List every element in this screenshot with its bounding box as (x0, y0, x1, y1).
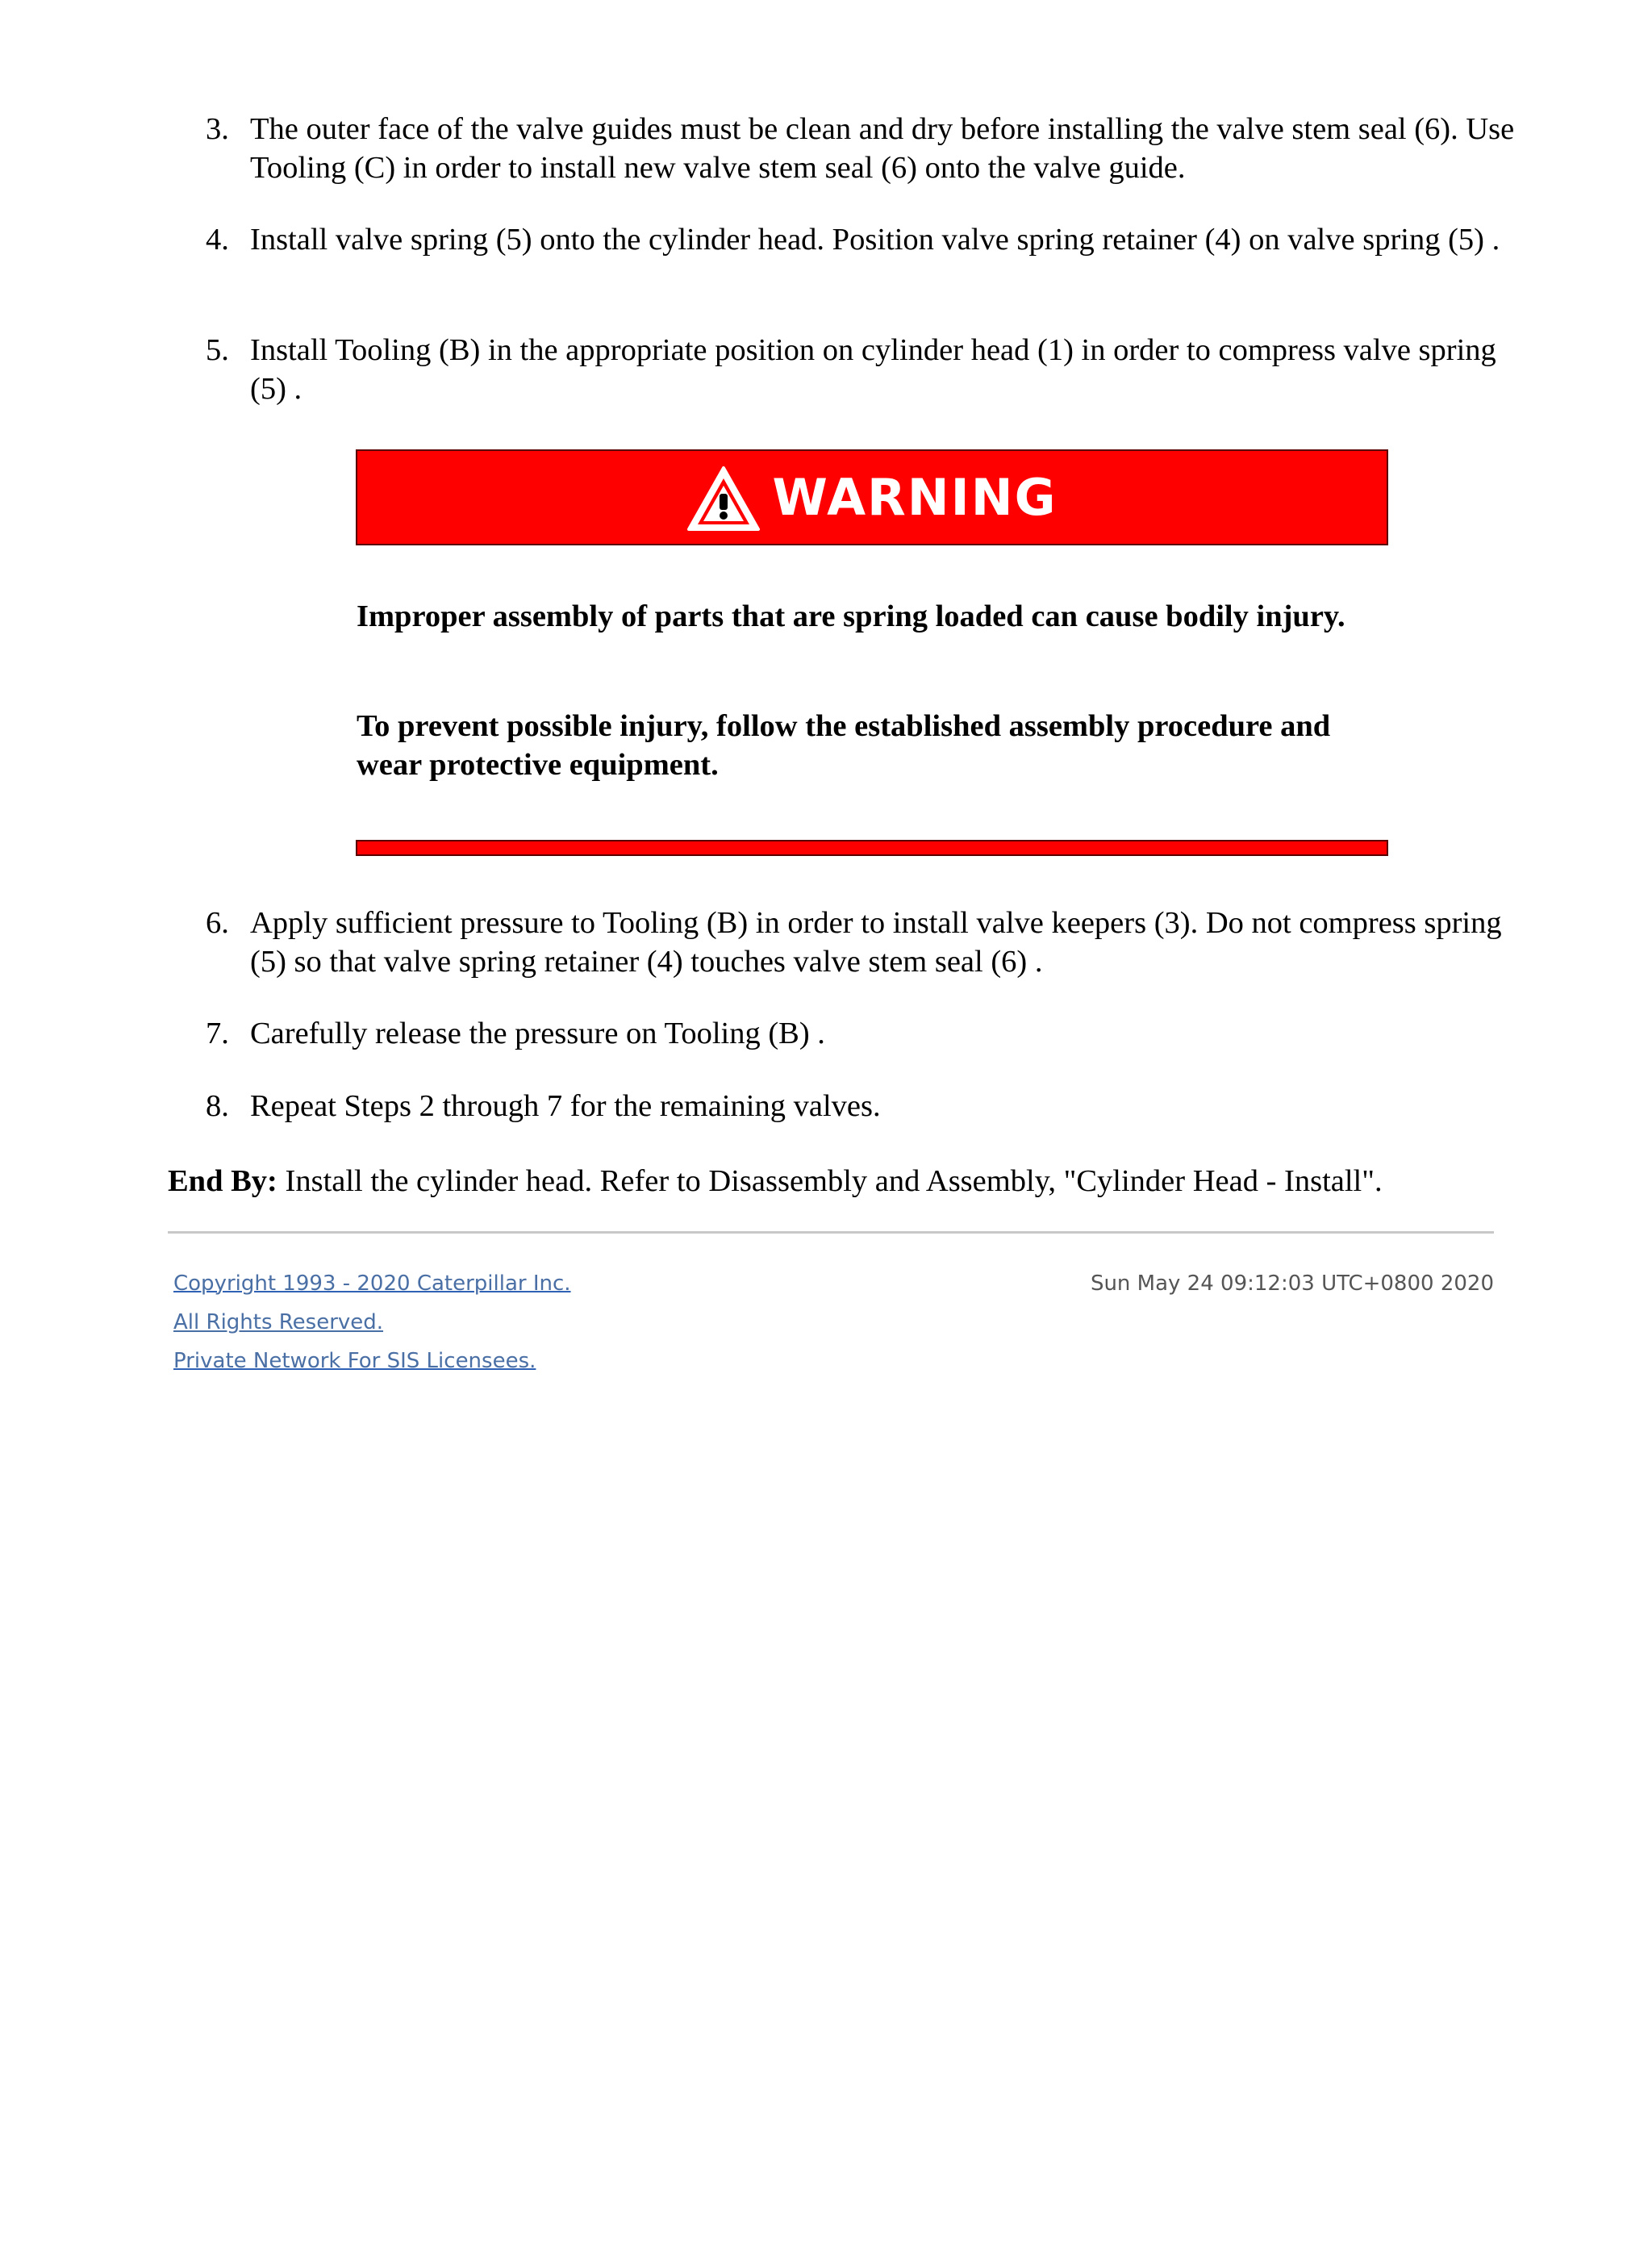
step-number: 7. (206, 1017, 229, 1050)
step-text: Repeat Steps 2 through 7 for the remaining valves. (250, 1089, 881, 1123)
step-number: 5. (206, 333, 229, 367)
step-text: Apply sufficient pressure to Tooling (B) in order to install valve keepers (3). Do not compress spring (5) so that valve spring retainer (4) touches valve stem seal (6) . (250, 906, 1502, 979)
step-text: Install valve spring (5) onto the cylinder head. Position valve spring retainer (4) on valve spring (5) . (250, 223, 1500, 257)
sis-network-link[interactable]: Private Network For SIS Licensees. (173, 1349, 536, 1373)
divider (168, 1231, 1494, 1234)
footer-timestamp: Sun May 24 09:12:03 UTC+0800 2020 (1090, 1271, 1494, 1296)
copyright-link[interactable]: Copyright 1993 - 2020 Caterpillar Inc. (173, 1271, 571, 1296)
step-number: 4. (206, 223, 229, 257)
warning-banner (356, 449, 1388, 545)
warning-paragraph: Improper assembly of parts that are spring loaded can cause bodily injury. (357, 599, 1345, 633)
step-text: The outer face of the valve guides must be clean and dry before installing the valve stem seal (6). Use Tooling (C) in order to install new valve stem seal (6) onto the valve guide. (250, 112, 1515, 185)
warning-paragraph: To prevent possible injury, follow the established assembly procedure and wear protective equipment. (357, 709, 1331, 782)
step-number: 8. (206, 1089, 229, 1123)
warning-label: WARNING (772, 467, 1058, 527)
end-by-text: Install the cylinder head. Refer to Disassembly and Assembly, "Cylinder Head - Install". (277, 1164, 1383, 1198)
end-by-label: End By: (168, 1164, 277, 1198)
rights-text: All Rights Reserved. (173, 1310, 384, 1334)
end-by (168, 1162, 1539, 1200)
step-number: 3. (206, 112, 229, 146)
step-number: 6. (206, 906, 229, 940)
warning-triangle-icon (686, 466, 761, 532)
step-text: Carefully release the pressure on Tooling (B) . (250, 1017, 825, 1050)
warning-bottom-bar (356, 840, 1388, 856)
step-text: Install Tooling (B) in the appropriate position on cylinder head (1) in order to compress valve spring (5) . (250, 333, 1496, 406)
